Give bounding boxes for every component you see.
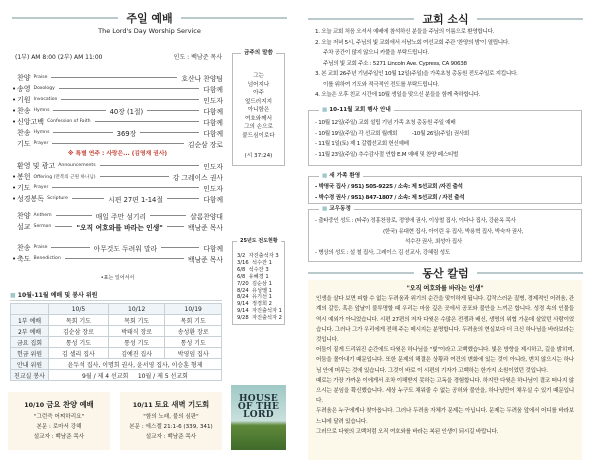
item-name: 찬송 [17, 128, 31, 137]
evangelism-item: 9/14 정경희 2 [237, 301, 272, 308]
item-name: 봉헌 [17, 172, 31, 181]
worship-item [12, 171, 223, 182]
leader-line [55, 226, 72, 227]
item-person: 다함께 [203, 85, 223, 94]
item-english: Praise [33, 75, 48, 80]
event-item: - 11월 1일(토) 제 1 갈렙선교회 헌신예배 [315, 141, 409, 148]
duty-cell: 안내 위원 [11, 359, 49, 370]
member-item: 석수잔 권사, 최성아 집사 [405, 239, 462, 246]
item-person: 다함께 [203, 244, 224, 253]
members-box: ■ 교우동정 - 출타중인 성도 : (타주) 정홍찬장로, 정영애 권사, 이상철 집사, 이다나 집사, 강윤옥 목사 (한국) 유대현 집사, 아이린 유 집사, 박용혁 집사, 박숙자 권사, 석수잔 권사, 최성아 집사 - 병상의 성도 : 설 철 집사, 그레이스 김 선교사, 강혜림 성도 [308, 209, 582, 262]
verse-reference: (시 37:24) [244, 153, 273, 159]
duty-cell: 2부 예배 [11, 326, 49, 337]
album-cover-image [231, 385, 286, 450]
item-name: 찬송 [17, 243, 31, 252]
duty-row [11, 337, 222, 348]
item-person: 김순삼 장로 [188, 140, 223, 149]
new-family-box: ■ 새 가족 환영 - 박명국 집사 / 951) 505-9225 / 소속: 제 5선교회 /자진 출석 - 박수경 권사 / 951) 847-1807 / 소속: 제 5선교회 / 자진 출석 [308, 176, 582, 204]
item-mark: • [12, 183, 17, 192]
stand-note: •표는 일어서서 [100, 275, 135, 281]
verse-line: 여호와께서 [244, 115, 273, 122]
saturday-date: 10/11 [132, 402, 153, 409]
news-item: 주님의 빛 교회 주소 : 5271 Lincoln Ave. Cypress, CA 90638 [323, 60, 467, 67]
item-english: Confession of Faith [47, 119, 91, 124]
column-paragraph: 어둠이 짙게 드리워진 순간에도 다윗은 하나님을 "빛"이라고 고백했습니다. 빛은 방향을 제시하고, 길을 밝히며, 어둠을 몰아내기 때문입니다. 또한 문제의 해결은 상황과 여건의 변화에 있는 것이 아니라, 변치 않으시는 하나님 안에 머무는 것에 있습니다. 그것이 바로 이 시편의 기자가 고백하는 한가지 소원이었던 것입니다. [316, 347, 574, 374]
item-english: Announcements [58, 163, 96, 168]
member-item: - 병상의 성도 : 설 철 집사, 그레이스 김 선교사, 강혜림 성도 [315, 250, 450, 257]
leader-line [61, 99, 199, 100]
duty-header [11, 304, 49, 315]
item-detail: 시편 27편 1-14절 [108, 195, 163, 204]
item-name: 찬송 [17, 106, 31, 115]
item-english: Hymns [33, 130, 50, 135]
evangelism-box [232, 238, 285, 325]
new-family-item: - 박수경 권사 / 951) 847-1807 / 소속: 제 5선교회 / 자진 출석 [315, 194, 465, 201]
leader-line [100, 176, 169, 177]
leader-line [150, 215, 186, 216]
item-mark: • [12, 84, 17, 93]
item-name: 기원 [17, 95, 31, 104]
column-box [308, 280, 582, 460]
news-item: 주차 공간이 많지 않으니 카풀을 부탁드립니다. [323, 50, 429, 56]
item-mark: • [12, 194, 17, 203]
worship-subtitle: The Lord's Day Worship Service [98, 27, 201, 35]
duty-cell: 김 셀리 집사 [49, 348, 109, 359]
worship-item [12, 182, 223, 193]
saturday-theme: "함의 노래, 불의 심판" [143, 414, 199, 420]
item-name: 성경봉독 [17, 194, 45, 203]
event-item: - 11월 23일(주일) 추수감사절 연합 E.M 예배 및 찬양 페스티벌 [315, 152, 459, 159]
duty-cell: 김예진 집사 [108, 348, 165, 359]
duty-cell: 9월 / 제 4 선교회 10월 / 제 5 선교회 [49, 370, 222, 381]
worship-item [12, 221, 223, 232]
item-name: 기도 [17, 183, 31, 192]
worship-item [12, 94, 223, 105]
item-person: 백남준 목사 [188, 255, 223, 264]
leader-line [52, 143, 184, 144]
verse-line: 넘어지나 [247, 81, 270, 88]
item-english: Anthem [33, 213, 52, 218]
saturday-text: 본문 : 에스겔 21:1-6 (339, 341) [129, 424, 213, 430]
leader-line [72, 198, 104, 199]
worship-item [12, 253, 223, 264]
saturday-title: 토요 새벽 기도회 [154, 400, 210, 409]
item-mark: • [12, 254, 17, 263]
item-detail: "오직 여호와를 바라는 인생" [76, 223, 163, 232]
column-paragraph: 때로는 가장 가까운 이에게서 조차 이해받지 못하는 고독을 경험합니다. 하지만 다윗은 하나님이 결코 떠나지 않으시는 분임을 확신했습니다. 세상 누구도 채워줄 수 없는 공허와 불안을, 하나님만이 채우실 수 있기 때문입니다. [316, 377, 574, 405]
item-english: Offering (만복의 근원 하나님) [33, 174, 96, 180]
leader-line [52, 187, 199, 188]
service-leader: 인도 : 백남준 목사 [173, 54, 222, 61]
item-name: 신앙고백 [17, 117, 45, 126]
duty-cell: 1부 예배 [11, 315, 49, 326]
new-family-item: - 박명국 집사 / 951) 505-9225 / 소속: 제 5선교회 /자진 출석 [315, 184, 463, 190]
item-mark: • [12, 106, 17, 115]
item-mark: • [12, 172, 17, 181]
order-of-worship [12, 72, 223, 264]
friday-preacher: 설교자 : 백남준 목사 [33, 434, 85, 440]
worship-item [12, 138, 223, 149]
leader-line [51, 247, 89, 248]
friday-theme: "그런즉 어찌하리요" [33, 414, 85, 420]
worship-item [12, 193, 223, 204]
column-title: 동산 칼럼 [308, 265, 583, 281]
item-name: 찬양 [17, 73, 31, 82]
item-detail: 아무것도 두려워 말라 [93, 244, 158, 253]
leader-line [59, 88, 199, 89]
duty-cell: 김순삼 장로 [49, 326, 109, 337]
evangelism-item: 6/8 석수잔 3 [237, 266, 269, 273]
duty-header-row [11, 304, 222, 315]
duty-cell: 박태식 장로 [108, 326, 165, 337]
friday-date: 10/10 [24, 402, 45, 409]
duty-cell: 통성 기도 [165, 337, 222, 348]
duty-cell: 친교실 봉사 [11, 370, 49, 381]
verse-line: 그의 손으로 [244, 124, 273, 130]
leader-line [161, 247, 199, 248]
weekly-verse-box [232, 50, 285, 166]
item-english: Hymns [33, 108, 50, 113]
evangelism-title: 25년도 전도현황 [237, 237, 281, 246]
item-english: Doxology [33, 86, 55, 91]
worship-item [12, 83, 223, 94]
evangelism-item: 9/14 자진출석자 1 [237, 308, 282, 315]
evangelism-item: 3/2 자진출석자 3 [237, 253, 279, 259]
duty-cell: 박영임 집사 [165, 348, 222, 359]
duty-cell: 목회 기도 [108, 315, 165, 326]
column-paragraph: 인생을 살다 보면 피할 수 없는 두려움과 위기의 순간을 맞이하게 됩니다. 갑작스러운 질병, 경제적인 어려움, 관계의 갈등, 혹은 앞날이 불투명할 때 우리는 마음 깊은 곳에서 공포와 불안을 느끼곤 합니다. 성경 속의 인물들 역시 예외가 아니었습니다. 시편 27편의 저자 다윗은 수많은 전쟁과 배신, 생명의 위협 가운데 살았던 사람이었습니다. 그러나 그가 우리에게 전해 주는 메시지는 분명합니다. 두려움의 현실보다 더 크신 하나님을 바라보라는 것입니다. [316, 296, 574, 344]
item-name: 찬양 [17, 211, 31, 220]
item-person: 다함께 [203, 195, 224, 204]
news-item: 1. 오늘 교회 처음 오셔서 예배에 참석하신 분들을 주님의 이름으로 환영합니다. [315, 29, 495, 35]
item-detail: 40장 (1절) [109, 107, 144, 116]
item-person: 강 그레이스 권사 [172, 173, 223, 182]
duty-row [11, 348, 222, 359]
duty-cell: 통성 기도 [108, 337, 165, 348]
item-name: 송영 [17, 84, 31, 93]
item-english: Benediction [33, 256, 61, 261]
item-english: Prayer [33, 141, 49, 146]
item-mark: • [12, 117, 17, 126]
friday-service-card [8, 392, 110, 450]
item-detail: 매일 주만 섬기리 [95, 212, 147, 221]
news-title: 교회 소식 [308, 11, 583, 27]
event-item: - 10월 12일(주일) 교회 설립 기념 가족 초청 총동원 주일 예배 [315, 120, 456, 126]
news-item: 4. 오늘은 오후 친교 시간에 10월 생일을 맞으신 분들을 함께 축하합니다. [315, 92, 481, 98]
news-item: 2. 오늘 저녁 5시, 주님의 빛 교회에서 서남노회 여선교회 주관 '찬양의 밤'이 열립니다. [315, 39, 510, 46]
item-english: Sermon [33, 224, 52, 229]
item-person: 인도자 [203, 96, 223, 105]
duty-title: ■ 10월-11월 예배 및 봉사 위원 [10, 292, 98, 299]
column-headline: "오직 여호와를 바라는 인생" [406, 285, 484, 292]
member-item: (한국) 유대현 집사, 아이린 유 집사, 박용혁 집사, 박숙자 권사, [383, 228, 524, 235]
evangelism-item: 8/24 유기선 1 [237, 294, 272, 301]
duty-cell: 윤두석 집사, 이명희 권사, 윤서영 집사, 이승훈 형제 [49, 359, 222, 370]
members-title: 교우동정 [329, 206, 351, 212]
events-title: 10-11월 교회 행사 안내 [329, 107, 391, 113]
item-name: 축도 [17, 254, 31, 263]
column-paragraph: 두려움은 누구에게나 찾아옵니다. 그러나 두려움 자체가 문제는 아닙니다. 문제는 두려움 앞에서 어디를 바라보느냐에 달려 있습니다. [316, 408, 574, 425]
verse-line: 붙드심이로다 [242, 132, 275, 139]
duty-header: 10/12 [108, 304, 165, 315]
item-english: Prayer [33, 185, 49, 190]
item-person: 다함께 [203, 107, 224, 116]
evangelism-item: 9/28 자진출석자 2 [237, 315, 282, 322]
duty-row [11, 370, 222, 381]
item-person: 호산나 찬양팀 [181, 74, 223, 83]
worship-item [12, 72, 223, 83]
worship-title: 주일 예배 [12, 10, 287, 26]
verse-line: 그는 [253, 73, 264, 79]
saturday-service-card [120, 392, 222, 450]
duty-cell: 송성환 장로 [165, 326, 222, 337]
events-box: ■ 10-11월 교회 행사 안내 - 10월 12일(주일) 교회 설립 기념 가족 초청 총동원 주일 예배 - 10월 19일(주일) 각 선교회 월례회 -10월 26일(주일) 권사회 - 11월 1일(토) 제 1 갈렙선교회 헌신예배 - 11월 23일(주일) 추수감사절 연합 E.M 예배 및 찬양 페스티벌 [308, 110, 582, 166]
news-item: 3. 본 교회 26주년 기념주일인 10월 12일(주일)을 가족초청 총동원 전도주일로 지킵니다. [315, 71, 518, 77]
item-person: 인도자 [203, 162, 223, 171]
evangelism-item: 3/16 석수잔 1 [237, 259, 272, 266]
friday-title: 금요 찬양 예배 [46, 400, 94, 409]
item-person: 백남준 목사 [188, 223, 223, 232]
duty-row [11, 359, 222, 370]
verse-line: 엎드러지지 [244, 98, 273, 105]
item-person: 샬롬찬양대 [190, 212, 223, 221]
worship-item [12, 105, 223, 116]
worship-item [12, 210, 223, 221]
saturday-preacher: 설교자 : 백남준 목사 [145, 434, 197, 440]
leader-line [56, 215, 92, 216]
duty-cell: 목회 기도 [165, 315, 222, 326]
leader-line [95, 121, 200, 122]
item-person: 다함께 [203, 118, 223, 127]
item-english: Praise [33, 245, 48, 250]
column-paragraph: 그러므로 다윗의 고백처럼 오직 여호와를 바라는 복된 인생이 되시길 바랍니다. [316, 428, 499, 435]
item-name: 기도 [17, 139, 31, 148]
leader-line [53, 132, 112, 133]
leader-line [140, 132, 199, 133]
item-name: 환영 및 광고 [17, 161, 56, 170]
evangelism-item: 6/8 유혜경 1 [237, 273, 269, 280]
duty-cell: 헌금 위원 [11, 348, 49, 359]
duty-header: 10/19 [165, 304, 222, 315]
leader-line [51, 77, 177, 78]
evangelism-item: 7/20 김순삼 1 [237, 280, 272, 287]
service-times: (1부) AM 8:00 (2부) AM 11:00 [15, 54, 103, 61]
item-english: Scripture [47, 196, 68, 201]
duty-cell: 금요 집회 [11, 337, 49, 348]
leader-line [167, 198, 199, 199]
evangelism-item: 8/24 유성멜 1 [237, 287, 272, 294]
item-mark: • [12, 95, 17, 104]
album-title: HOUSE OF THE LORD [237, 394, 280, 420]
leader-line [65, 258, 184, 259]
special-performance: ※ 특별 연주 : 사랑은... (김영재 권사) [67, 151, 168, 157]
leader-line [147, 110, 199, 111]
leader-line [100, 165, 200, 166]
duty-cell: 목회 기도 [49, 315, 109, 326]
worship-item [12, 127, 223, 138]
duty-cell: 통성 기도 [49, 337, 109, 348]
duty-header: 10/5 [49, 304, 109, 315]
item-person: 다함께 [203, 129, 224, 138]
duty-row [11, 315, 222, 326]
item-person: 인도자 [203, 184, 223, 193]
verse-title: 금주의 말씀 [241, 49, 276, 58]
worship-item [12, 160, 223, 171]
item-detail: 369장 [116, 129, 137, 138]
member-item: - 출타중인 성도 : (타주) 정홍찬장로, 정영애 권사, 이상철 집사, 이다나 집사, 강윤옥 목사 [315, 218, 516, 224]
duty-table [10, 303, 222, 381]
new-family-title: 새 가족 환영 [329, 173, 361, 179]
news-list [315, 27, 585, 101]
event-item: - 10월 19일(주일) 각 선교회 월례회 -10월 26일(주일) 권사회 [315, 130, 470, 137]
item-name: 설교 [17, 222, 31, 231]
news-item: 이를 위하여 기도와 적극적인 전도를 부탁드립니다. [323, 81, 440, 88]
worship-item [12, 116, 223, 127]
friday-text: 본문 : 로마서 강해 [36, 424, 82, 430]
item-english: Invocation [33, 97, 58, 102]
duty-row [11, 326, 222, 337]
leader-line [167, 226, 184, 227]
verse-line: 아니함은 [247, 107, 270, 113]
leader-line [53, 110, 105, 111]
worship-item [12, 242, 223, 253]
verse-line: 아주 [253, 90, 264, 96]
